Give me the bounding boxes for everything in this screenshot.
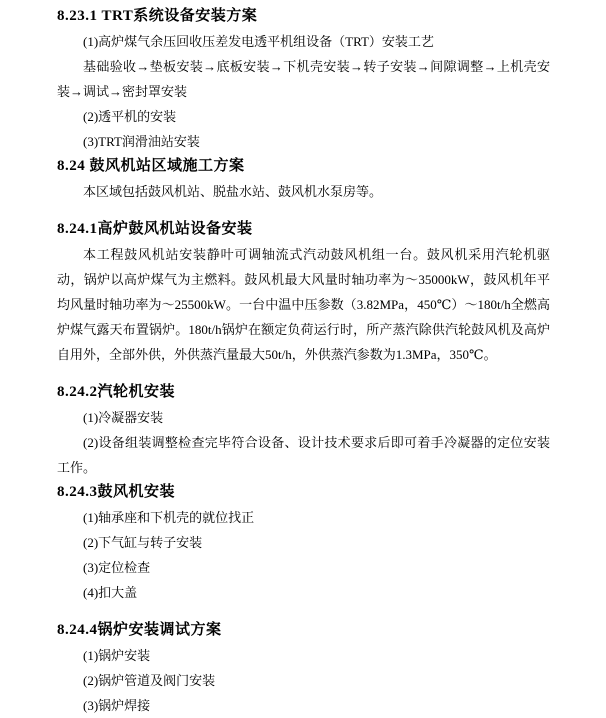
paragraph-boiler-install: (1)锅炉安装 [83, 648, 151, 663]
section-blast-furnace-blower-station [57, 217, 550, 367]
section-heading-8-24-2: 8.24.2汽轮机安装 [57, 384, 176, 400]
section-boiler-install-debug [57, 618, 550, 718]
paragraph-turbine-install: (2)透平机的安装 [83, 109, 177, 124]
section-heading-8-24-3: 8.24.3鼓风机安装 [57, 484, 176, 500]
paragraph-area-scope: 本区域包括鼓风机站、脱盐水站、鼓风机水泵房等。 [83, 184, 383, 199]
paragraph-cover-closing: (4)扣大盖 [83, 585, 138, 600]
paragraph-trt-process: (1)高炉煤气余压回收压差发电透平机组设备（TRT）安装工艺 [83, 34, 434, 49]
section-blower-station-area [57, 154, 550, 204]
section-heading-8-24-1: 8.24.1高炉鼓风机站设备安装 [57, 221, 253, 237]
paragraph-condenser-positioning: (2)设备组装调整检查完毕符合设备、设计技术要求后即可着手冷凝器的定位安装工作。 [57, 435, 550, 475]
paragraph-trt-flow: 基础验收→垫板安装→底板安装→下机壳安装→转子安装→间隙调整→上机壳安装→调试→密封罩安装 [57, 59, 550, 99]
section-trt-equipment-install [57, 4, 550, 154]
paragraph-lower-cylinder-rotor: (2)下气缸与转子安装 [83, 535, 203, 550]
section-blower-install [57, 480, 550, 605]
section-heading-8-24-4: 8.24.4锅炉安装调试方案 [57, 622, 222, 638]
section-heading-8-24: 8.24 鼓风机站区域施工方案 [57, 158, 245, 174]
section-heading-8-23-1: 8.23.1 TRT系统设备安装方案 [57, 8, 258, 24]
section-steam-turbine-install [57, 380, 550, 480]
paragraph-condenser-install: (1)冷凝器安装 [83, 410, 164, 425]
paragraph-boiler-welding: (3)锅炉焊接 [83, 698, 151, 713]
paragraph-bearing-seat-alignment: (1)轴承座和下机壳的就位找正 [83, 510, 255, 525]
paragraph-positioning-check: (3)定位检查 [83, 560, 151, 575]
paragraph-trt-oil-station: (3)TRT润滑油站安装 [83, 134, 200, 149]
paragraph-blower-specs: 本工程鼓风机站安装静叶可调轴流式汽动鼓风机组一台。鼓风机采用汽轮机驱动，锅炉以高炉煤气为主燃料。鼓风机最大风量时轴功率为～35000kW，鼓风机年平均风量时轴功率为～25500kW。一台中温中压参数（3.82MPa，450℃）～180t/h全燃高炉煤气露天布置锅炉。180t/h锅炉在额定负荷运行时，所产蒸汽除供汽轮鼓风机及高炉自用外，全部外供，外供蒸汽量最大50t/h，外供蒸汽参数为1.3MPa，350℃。 [57, 247, 550, 362]
paragraph-boiler-piping-valves: (2)锅炉管道及阀门安装 [83, 673, 216, 688]
